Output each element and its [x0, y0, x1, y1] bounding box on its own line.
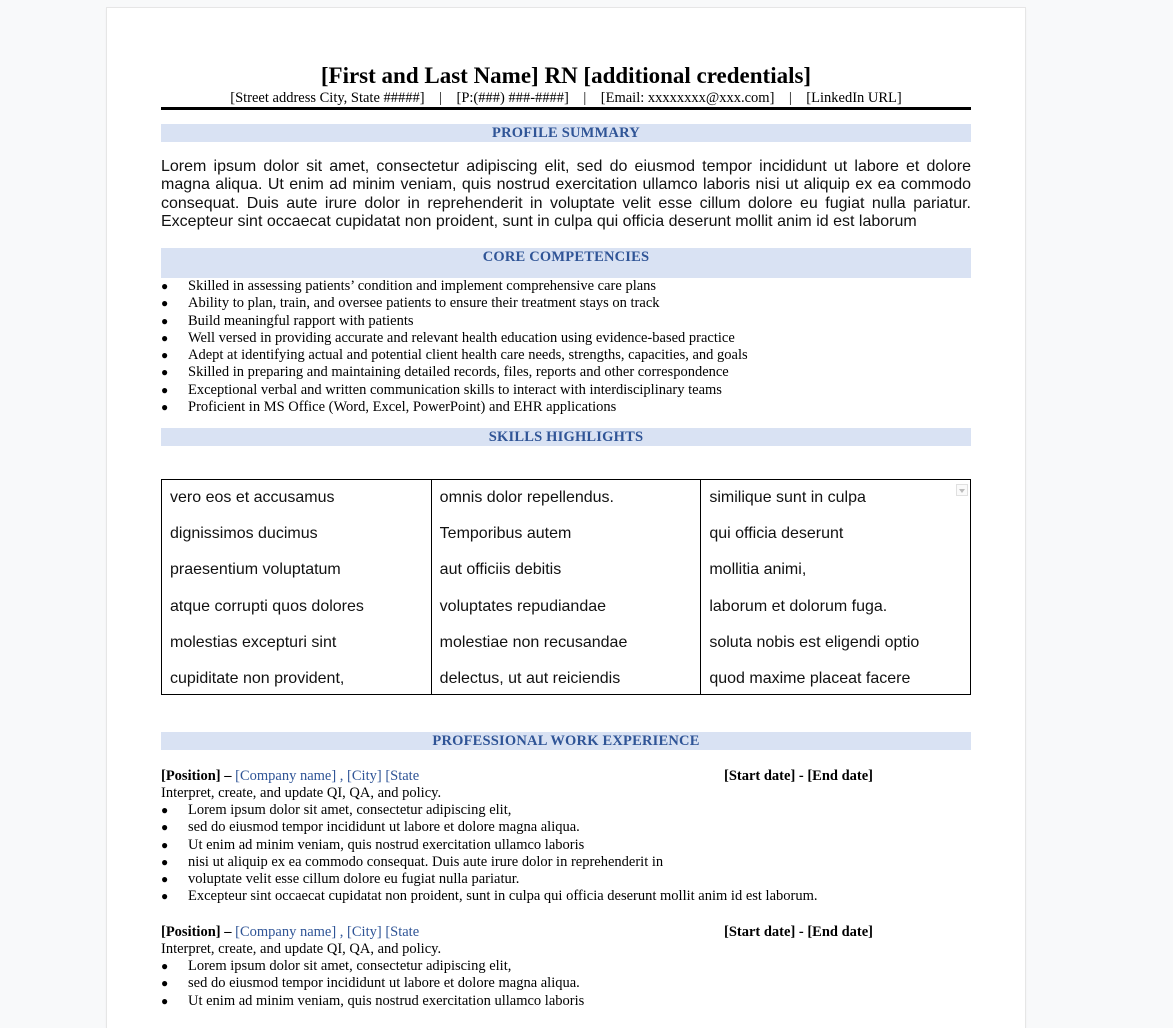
bullet-icon: ●: [161, 313, 169, 328]
skills-cell[interactable]: soluta nobis est eligendi optio: [709, 633, 920, 651]
list-item[interactable]: ● Lorem ipsum dolor sit amet, consectetur adipiscing elit,: [161, 958, 512, 974]
skills-cell[interactable]: dignissimos ducimus: [170, 525, 318, 543]
bullet-icon: ●: [161, 348, 169, 363]
section-heading-skills[interactable]: SKILLS HIGHLIGHTS: [161, 428, 971, 446]
list-item[interactable]: ● Skilled in preparing and maintaining detailed records, files, reports and other correspondence: [161, 364, 729, 381]
job-dates: [Start date] - [End date]: [724, 768, 874, 784]
skills-cell[interactable]: molestias excepturi sint: [170, 633, 337, 651]
competencies-list: [161, 278, 971, 416]
header-divider: [161, 107, 971, 110]
job-company: [Company name] , [City] [State: [235, 768, 420, 784]
job-title-line[interactable]: [161, 768, 971, 785]
job-bullet-list: [161, 958, 971, 1010]
skills-cell[interactable]: qui officia deserunt: [709, 525, 844, 543]
bullet-icon: ●: [161, 837, 169, 852]
bullet-icon: ●: [161, 400, 169, 415]
bullet-icon: ●: [161, 872, 169, 887]
job-dash: –: [220, 768, 236, 784]
list-item[interactable]: ● sed do eiusmod tempor incididunt ut labore et dolore magna aliqua.: [161, 819, 580, 836]
skills-cell[interactable]: mollitia animi,: [709, 561, 807, 579]
list-item[interactable]: ● Adept at identifying actual and potential client health care needs, strengths, capacities, and goals: [161, 347, 748, 364]
skills-column: [162, 480, 431, 694]
job-position: [Position]: [161, 768, 221, 784]
list-item[interactable]: ● Proficient in MS Office (Word, Excel, PowerPoint) and EHR applications: [161, 399, 617, 416]
list-item[interactable]: ● Exceptional verbal and written communication skills to interact with interdisciplinary teams: [161, 381, 722, 398]
skills-cell[interactable]: aut officiis debitis: [439, 561, 562, 579]
bullet-icon: ●: [161, 279, 169, 293]
section-heading-profile[interactable]: PROFILE SUMMARY: [161, 124, 971, 142]
skills-cell[interactable]: atque corrupti quos dolores: [170, 597, 364, 615]
skills-cell[interactable]: cupiditate non provident,: [170, 669, 345, 687]
job-summary[interactable]: Interpret, create, and update QI, QA, and policy.: [161, 785, 442, 801]
bullet-icon: ●: [161, 889, 169, 904]
candidate-name[interactable]: [First and Last Name] RN [additional credentials]: [320, 63, 812, 88]
table-dropdown-icon[interactable]: [956, 484, 968, 496]
section-heading-experience[interactable]: PROFESSIONAL WORK EXPERIENCE: [161, 732, 971, 750]
skills-cell[interactable]: praesentium voluptatum: [170, 561, 341, 579]
list-item[interactable]: ● Lorem ipsum dolor sit amet, consectetur adipiscing elit,: [161, 802, 512, 818]
list-item[interactable]: ● Ut enim ad minim veniam, quis nostrud exercitation ullamco laboris: [161, 992, 585, 1009]
bullet-icon: ●: [161, 382, 169, 397]
document-page: [107, 8, 1025, 1028]
bullet-icon: ●: [161, 959, 169, 973]
profile-summary-text[interactable]: Lorem ipsum dolor sit amet, consectetur adipiscing elit, sed do eiusmod tempor incididunt ut labore et dolore magna aliqua. Ut enim ad minim veniam, quis nostrud exercitation ullamco laboris nisi ut aliquip ex ea commodo consequat. Duis aute irure dolor in reprehenderit in voluptate velit esse cillum dolore eu fugiat nulla pariatur. Excepteur sint occaecat cupidatat non proident, sunt in culpa qui officia deserunt mollit anim id est laborum: [161, 158, 971, 231]
bullet-icon: ●: [161, 854, 169, 869]
skills-cell[interactable]: Temporibus autem: [439, 525, 572, 543]
list-item[interactable]: ● nisi ut aliquip ex ea commodo consequat. Duis aute irure dolor in reprehenderit in: [161, 853, 664, 870]
skills-cell[interactable]: voluptates repudiandae: [439, 597, 607, 615]
skills-cell[interactable]: delectus, ut aut reiciendis: [439, 669, 621, 687]
bullet-icon: ●: [161, 803, 169, 817]
list-item[interactable]: ● Excepteur sint occaecat cupidatat non proident, sunt in culpa qui officia deserunt mollit anim id est laborum.: [161, 888, 818, 905]
bullet-icon: ●: [161, 330, 169, 345]
job-dash: –: [220, 924, 236, 940]
bullet-icon: ●: [161, 820, 169, 835]
skills-cell[interactable]: quod maxime placeat facere: [709, 669, 911, 687]
section-heading-competencies[interactable]: CORE COMPETENCIES: [161, 248, 971, 278]
skills-cell[interactable]: vero eos et accusamus: [170, 489, 335, 506]
job-title-line[interactable]: [161, 924, 971, 941]
list-item[interactable]: ● Ability to plan, train, and oversee patients to ensure their treatment stays on track: [161, 295, 660, 312]
skills-column: [431, 480, 701, 694]
skills-cell[interactable]: similique sunt in culpa: [709, 489, 866, 506]
bullet-icon: ●: [161, 976, 169, 991]
bullet-icon: ●: [161, 993, 169, 1008]
list-item[interactable]: ● Ut enim ad minim veniam, quis nostrud exercitation ullamco laboris: [161, 836, 585, 853]
bullet-icon: ●: [161, 296, 169, 311]
skills-column: [700, 480, 970, 694]
list-item[interactable]: ● sed do eiusmod tempor incididunt ut labore et dolore magna aliqua.: [161, 975, 580, 992]
list-item[interactable]: ● Build meaningful rapport with patients: [161, 312, 414, 329]
job-position: [Position]: [161, 924, 221, 940]
skills-cell[interactable]: molestiae non recusandae: [439, 633, 628, 651]
skills-table[interactable]: [161, 479, 971, 695]
job-dates: [Start date] - [End date]: [724, 924, 874, 940]
list-item[interactable]: ● Skilled in assessing patients’ condition and implement comprehensive care plans: [161, 278, 657, 294]
job-company: [Company name] , [City] [State: [235, 924, 420, 940]
skills-cell[interactable]: omnis dolor repellendus.: [439, 489, 614, 506]
list-item[interactable]: ● Well versed in providing accurate and relevant health education using evidence-based practice: [161, 329, 735, 346]
bullet-icon: ●: [161, 365, 169, 380]
contact-line[interactable]: [Street address City, State #####] | [P:(###) ###-####] | [Email: xxxxxxxx@xxx.com] | [LinkedIn URL]: [230, 90, 902, 106]
job-bullet-list: [161, 802, 971, 906]
list-item[interactable]: ● voluptate velit esse cillum dolore eu fugiat nulla pariatur.: [161, 871, 520, 888]
skills-cell[interactable]: laborum et dolorum fuga.: [709, 597, 888, 615]
job-summary[interactable]: Interpret, create, and update QI, QA, and policy.: [161, 941, 442, 957]
